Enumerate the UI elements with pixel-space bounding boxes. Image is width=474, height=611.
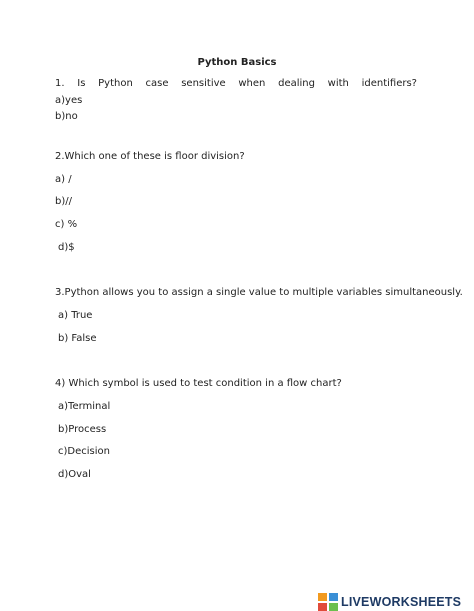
question-1-option-a: a)yes bbox=[55, 95, 83, 106]
question-1-word: when bbox=[238, 78, 266, 89]
liveworksheets-logo-icon bbox=[318, 593, 338, 611]
question-3-option-a: a) True bbox=[58, 310, 93, 321]
question-4-option-c: c)Decision bbox=[58, 446, 110, 457]
liveworksheets-text: LIVEWORKSHEETS bbox=[341, 595, 462, 609]
question-1-word: 1. bbox=[55, 78, 65, 89]
question-4-text: 4) Which symbol is used to test condition in a flow chart? bbox=[55, 378, 342, 389]
question-1-word: Python bbox=[98, 78, 133, 89]
question-2-text: 2.Which one of these is floor division? bbox=[55, 151, 245, 162]
question-1-text bbox=[55, 78, 417, 90]
question-3-option-b: b) False bbox=[58, 333, 97, 344]
worksheet-title: Python Basics bbox=[197, 57, 277, 68]
question-1-word: dealing bbox=[278, 78, 315, 89]
question-1-word: case bbox=[145, 78, 169, 89]
question-4-option-a: a)Terminal bbox=[58, 401, 111, 412]
question-1-word: Is bbox=[77, 78, 86, 89]
question-2-option-d: d)$ bbox=[58, 242, 75, 253]
question-4-option-d: d)Oval bbox=[58, 469, 91, 480]
question-3-text: 3.Python allows you to assign a single value to multiple variables simultaneously. bbox=[55, 287, 463, 298]
question-1-word: identifiers? bbox=[361, 78, 417, 89]
question-1-word: with bbox=[327, 78, 349, 89]
question-2-option-c: c) % bbox=[55, 219, 78, 230]
question-1-option-b: b)no bbox=[55, 111, 78, 122]
question-2-option-b: b)// bbox=[55, 196, 72, 207]
question-4-option-b: b)Process bbox=[58, 424, 107, 435]
question-2-option-a: a) / bbox=[55, 174, 72, 185]
question-1-word: sensitive bbox=[181, 78, 226, 89]
liveworksheets-watermark bbox=[318, 593, 461, 611]
